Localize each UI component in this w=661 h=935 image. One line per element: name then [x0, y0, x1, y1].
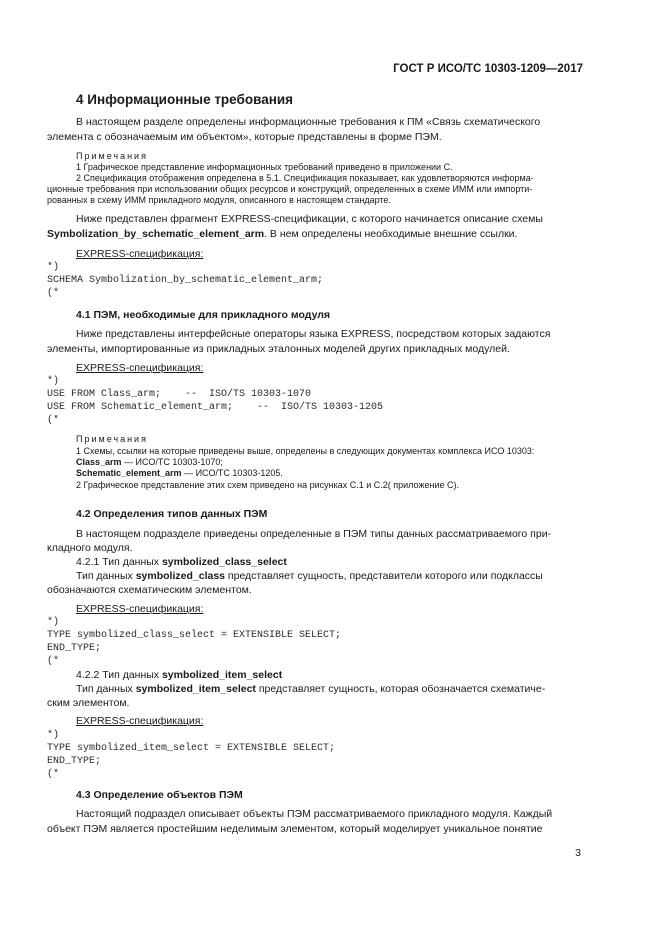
paragraph-rest: представляет сущность, которая обозначается схематиче- — [255, 683, 546, 695]
section-4-1-title: 4.1 ПЭМ, необходимые для прикладного модуля — [76, 309, 331, 321]
note-rest: — ИСО/ТС 10303-1070; — [121, 457, 223, 467]
code-line: *) — [47, 376, 60, 387]
section-4-3-title: 4.3 Определение объектов ПЭМ — [76, 789, 243, 801]
express-label: EXPRESS-спецификация: — [76, 362, 204, 374]
code-line: *) — [47, 262, 60, 273]
document-header: ГОСТ Р ИСО/ТС 10303-1209—2017 — [393, 63, 583, 75]
paragraph-line: В настоящем подразделе приведены определенные в ПЭМ типы данных рассматриваемого при- — [76, 528, 552, 540]
paragraph-line: Ниже представлены интерфейсные операторы языка EXPRESS, посредством которых задаются — [76, 328, 551, 340]
schema-name: Symbolization_by_schematic_element_arm — [47, 228, 265, 240]
section-4-title: 4 Информационные требования — [76, 92, 294, 107]
type-name: symbolized_class — [135, 570, 225, 582]
page-number: 3 — [575, 847, 581, 859]
note-line: 2 Графическое представление этих схем приведено на рисунках С.1 и С.2( приложение С). — [76, 480, 459, 490]
subsection-prefix: 4.2.2 Тип данных — [76, 669, 162, 681]
express-label: EXPRESS-спецификация: — [76, 603, 204, 615]
subsection-4-2-1-title — [76, 556, 287, 568]
note-line: 2 Спецификация отображения определена в 5.1. Спецификация показывает, как удовлетворяются информа- — [76, 173, 534, 183]
paragraph-rest: представляет сущность, представители которого или подклассы — [225, 570, 543, 582]
code-line: END_TYPE; — [47, 643, 102, 654]
schema-name: Class_arm — [76, 457, 122, 467]
paragraph-start: Тип данных — [76, 683, 136, 695]
note-line — [76, 468, 283, 478]
express-label: EXPRESS-спецификация: — [76, 715, 204, 727]
paragraph-line — [76, 570, 543, 582]
note-line: ционные требования при использовании общих ресурсов и конструкций, определенных в схеме ИММ или импорти- — [47, 184, 533, 194]
type-name: symbolized_item_select — [161, 669, 283, 681]
subsection-4-2-2-title — [76, 669, 282, 681]
paragraph-line: элемента с обозначаемым им объектом», которые представлены в форме ПЭМ. — [47, 131, 442, 143]
paragraph-line: обозначаются схематическим элементом. — [47, 584, 252, 596]
notes-title: Примечания — [76, 434, 148, 444]
paragraph-start: Тип данных — [76, 570, 136, 582]
notes-title: Примечания — [76, 151, 148, 161]
code-line: *) — [47, 617, 60, 628]
code-line: END_TYPE; — [47, 756, 102, 767]
paragraph-line: ским элементом. — [47, 697, 130, 709]
code-line: (* — [47, 288, 60, 299]
paragraph-line — [76, 683, 545, 695]
paragraph-line: Настоящий подраздел описывает объекты ПЭМ рассматриваемого прикладного модуля. Каждый — [76, 808, 553, 820]
paragraph-line: В настоящем разделе определены информационные требования к ПМ «Связь схематического — [76, 116, 541, 128]
section-4-2-title: 4.2 Определения типов данных ПЭМ — [76, 508, 268, 520]
note-line: рованных в схему ИММ прикладного модуля, описанного в настоящем стандарте. — [47, 195, 391, 205]
type-name: symbolized_class_select — [161, 556, 287, 568]
express-label: EXPRESS-спецификация: — [76, 248, 204, 260]
paragraph-line: кладного модуля. — [47, 542, 133, 554]
note-line — [76, 457, 223, 467]
code-line: TYPE symbolized_class_select = EXTENSIBLE SELECT; — [47, 630, 342, 641]
paragraph-line: объект ПЭМ является простейшим неделимым элементом, который моделирует уникальное понятие — [47, 823, 543, 835]
subsection-prefix: 4.2.1 Тип данных — [76, 556, 162, 568]
code-line: USE FROM Schematic_element_arm; -- ISO/TS 10303-1205 — [47, 402, 384, 413]
code-line: TYPE symbolized_item_select = EXTENSIBLE SELECT; — [47, 743, 336, 754]
code-line: *) — [47, 730, 60, 741]
paragraph-line: элементы, импортированные из прикладных эталонных моделей других прикладных модулей. — [47, 343, 510, 355]
code-line: SCHEMA Symbolization_by_schematic_element_arm; — [47, 275, 324, 286]
paragraph-line — [47, 228, 517, 240]
note-rest: — ИСО/ТС 10303-1205. — [181, 468, 283, 478]
note-line: 1 Схемы, ссылки на которые приведены выше, определены в следующих документах комплекса ИСО 10303: — [76, 446, 535, 456]
paragraph-rest: . В нем определены необходимые внешние ссылки. — [264, 228, 518, 240]
code-line: (* — [47, 656, 60, 667]
code-line: (* — [47, 769, 60, 780]
code-line: (* — [47, 415, 60, 426]
paragraph-line: Ниже представлен фрагмент EXPRESS-спецификации, с которого начинается описание схемы — [76, 213, 543, 225]
note-line: 1 Графическое представление информационных требований приведено в приложении С. — [76, 162, 453, 172]
type-name: symbolized_item_select — [135, 683, 256, 695]
schema-name: Schematic_element_arm — [76, 468, 182, 478]
code-line: USE FROM Class_arm; -- ISO/TS 10303-1070 — [47, 389, 312, 400]
